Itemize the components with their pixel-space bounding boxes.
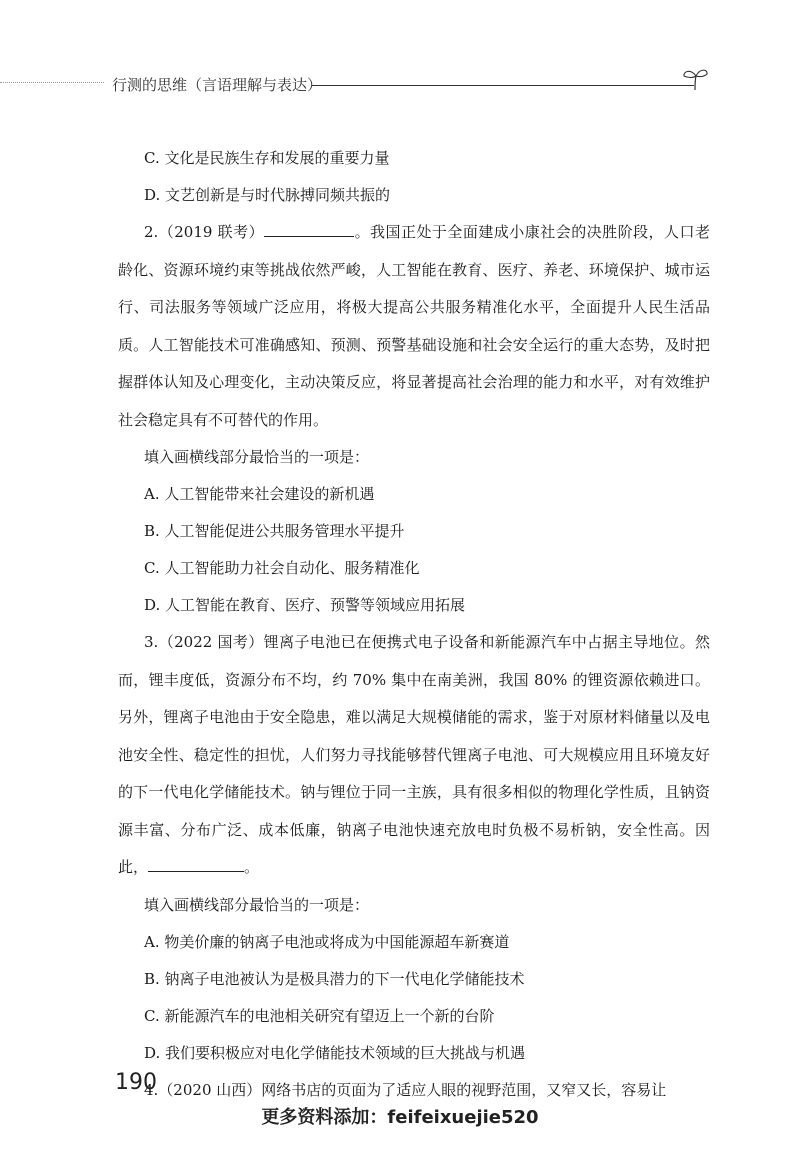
q2-passage: 。我国正处于全面建成小康社会的决胜阶段，人口老龄化、资源环境约束等挑战依然严峻，人工智能在教育、医疗、养老、环境保护、城市运行、司法服务等领域广泛应用，将极大提高公共服务精准化水平，全面提升人民生活品质。人工智能技术可准确感知、预测、预警基础设施和社会安全运行的重大态势，及时把握群体认知及心理变化，主动决策反应，将显著提高社会治理的能力和水平，对有效维护社会稳定具有不可替代的作用。 — [118, 223, 710, 429]
q1-option-d: D. 文艺创新是与时代脉搏同频共振的 — [144, 186, 391, 204]
q2-prompt: 填入画横线部分最恰当的一项是： — [144, 448, 370, 466]
sprout-icon — [680, 66, 710, 92]
q3-option-a: A. 物美价廉的钠离子电池或将成为中国能源超车新赛道 — [144, 932, 510, 951]
q1-option-c: C. 文化是民族生存和发展的重要力量 — [144, 149, 390, 167]
running-header — [0, 74, 800, 104]
q3-stem — [118, 624, 710, 887]
q3-answer-blank — [148, 853, 244, 872]
header-title: 行测的思维（言语理解与表达） — [112, 76, 323, 94]
q3-prompt: 填入画横线部分最恰当的一项是： — [144, 895, 370, 914]
q4-stem: 4.（2020 山西）网络书店的页面为了适应人眼的视野范围，又窄又长，容易让 — [144, 1080, 667, 1099]
q3-option-d: D. 我们要积极应对电化学储能技术领域的巨大挑战与机遇 — [144, 1043, 526, 1062]
q2-stem — [118, 214, 710, 439]
q2-number: 2.（2019 联考） — [144, 223, 265, 241]
q3-passage: 3.（2022 国考）锂离子电池已在便携式电子设备和新能源汽车中占据主导地位。然而，锂丰度低，资源分布不均，约 70% 集中在南美洲，我国 80% 的锂资源依赖进口。另外，锂离子电池由于安全隐患，难以满足大规模储能的需求，鉴于对原材料储量以及电池安全性、稳定性的担忧，人们努力寻找能够替代锂离子电池、可大规模应用且环境友好的下一代电化学储能技术。钠与锂位于同一主族，具有很多相似的物理化学性质，且钠资源丰富、分布广泛、成本低廉，钠离子电池快速充放电时负极不易析钠，安全性高。因此， — [118, 633, 710, 876]
footer-note: 更多资料添加：feifeixuejie520 — [261, 1107, 539, 1128]
q2-option-b: B. 人工智能促进公共服务管理水平提升 — [144, 522, 405, 540]
page-body — [118, 140, 710, 1109]
q3-option-b: B. 钠离子电池被认为是极具潜力的下一代电化学储能技术 — [144, 969, 525, 988]
header-rule — [312, 85, 694, 86]
header-dotted-leader — [0, 82, 104, 83]
q2-option-a: A. 人工智能带来社会建设的新机遇 — [144, 485, 375, 503]
q2-option-c: C. 人工智能助力社会自动化、服务精准化 — [144, 559, 420, 577]
page-number: 190 — [115, 1070, 157, 1095]
q2-answer-blank — [264, 218, 354, 237]
q3-period: 。 — [244, 858, 260, 876]
q2-option-d: D. 人工智能在教育、医疗、预警等领域应用拓展 — [144, 596, 466, 614]
q3-option-c: C. 新能源汽车的电池相关研究有望迈上一个新的台阶 — [144, 1006, 495, 1025]
